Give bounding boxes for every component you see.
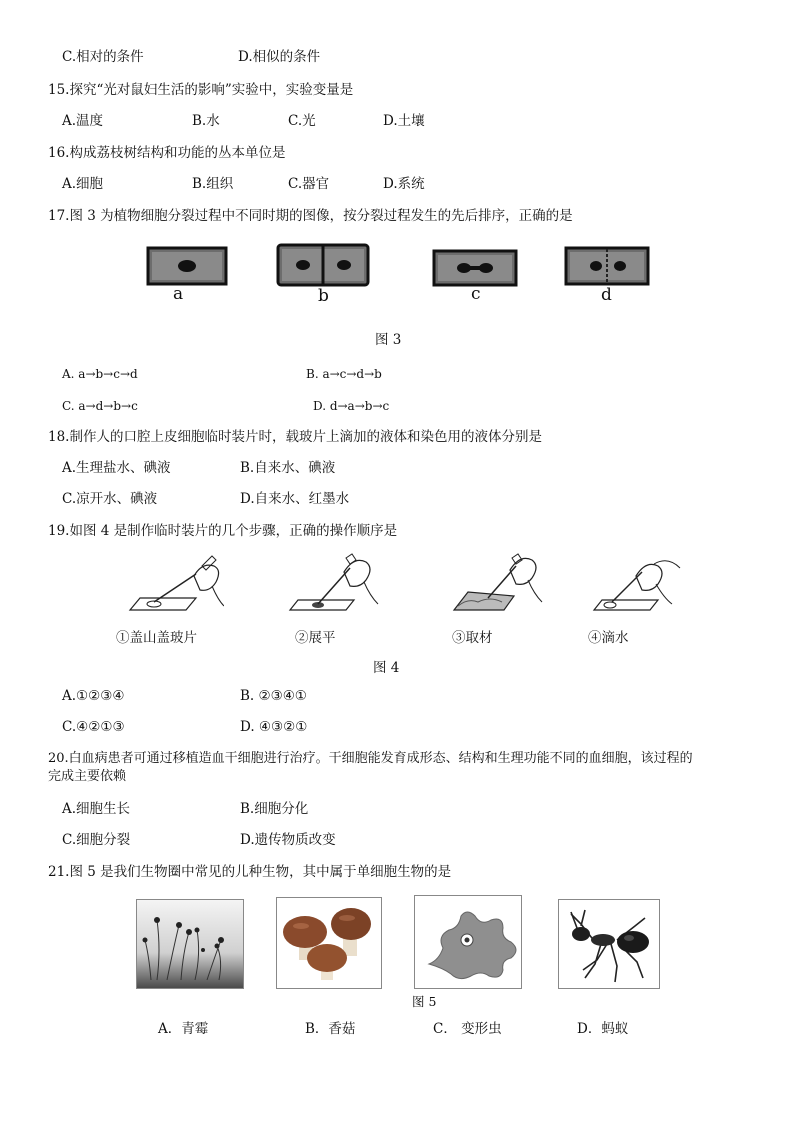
q18-option-c: C.凉开水、碘液 xyxy=(62,491,158,507)
q21-option-b: B．香菇 xyxy=(305,1021,356,1037)
q20-option-c: C.细胞分裂 xyxy=(62,832,131,848)
q14-option-c: C.相对的条件 xyxy=(62,49,144,65)
amoeba-photo xyxy=(414,895,522,989)
q16-option-d: D.系统 xyxy=(383,176,425,192)
mushroom-photo xyxy=(276,897,382,989)
q19-option-a: A.①②③④ xyxy=(62,688,125,704)
step-label-2: ②展平 xyxy=(295,630,336,646)
q19-option-d: D. ④③②① xyxy=(240,719,308,735)
q16-option-a: A.细胞 xyxy=(62,176,104,192)
q18-stem: 18.制作人的口腔上皮细胞临时装片时，载玻片上滴加的液体和染色用的液体分别是 xyxy=(48,429,542,445)
cell-label-d: d xyxy=(601,285,612,305)
figure-5-caption: 图 5 xyxy=(412,994,437,1009)
step-label-1: ①盖山盖玻片 xyxy=(116,630,197,646)
q21-option-d: D．蚂蚁 xyxy=(577,1021,629,1037)
q16-option-b: B.组织 xyxy=(192,176,234,192)
q15-option-b: B.水 xyxy=(192,113,220,129)
q21-option-a: A．青霉 xyxy=(158,1021,209,1037)
figure-4-caption: 图 4 xyxy=(373,660,400,676)
q19-option-b: B. ②③④① xyxy=(240,688,307,704)
cell-diagram-b xyxy=(276,242,370,288)
cell-diagram-c xyxy=(432,248,518,288)
q16-stem: 16.构成荔枝树结构和功能的丛本单位是 xyxy=(48,145,286,161)
q20-option-a: A.细胞生长 xyxy=(62,801,131,817)
q20-stem-line1: 20.白血病患者可通过移植造血干细胞进行治疗。干细胞能发育成形态、结构和生理功能不同的血细胞，该过程的 xyxy=(48,751,693,766)
q19-stem: 19.如图 4 是制作临时装片的几个步骤，正确的操作顺序是 xyxy=(48,523,398,539)
step-label-3: ③取材 xyxy=(452,630,493,646)
penicillium-photo xyxy=(136,899,244,989)
q21-option-c: C． 变形虫 xyxy=(433,1021,502,1037)
cell-diagram-d xyxy=(564,245,650,287)
q18-option-d: D.自来水、红墨水 xyxy=(240,491,350,507)
figure-3-caption: 图 3 xyxy=(375,332,402,348)
q15-option-a: A.温度 xyxy=(62,113,104,129)
q15-option-d: D.土壤 xyxy=(383,113,425,129)
step-cover-slip-illustration xyxy=(124,552,224,616)
q15-stem: 15.探究“光对鼠妇生活的影响”实验中，实验变量是 xyxy=(48,82,354,98)
q17-option-b: B. a→c→d→b xyxy=(306,367,382,381)
q18-option-b: B.自来水、碘液 xyxy=(240,460,336,476)
q21-stem: 21.图 5 是我们生物圈中常见的儿种生物，其中属于单细胞生物的是 xyxy=(48,864,452,880)
step-add-water-illustration xyxy=(590,552,690,616)
q20-stem-line2: 完成主要依赖 xyxy=(48,769,127,784)
q17-option-c: C. a→d→b→c xyxy=(62,399,138,413)
cell-label-c: c xyxy=(471,284,481,304)
q17-stem: 17.图 3 为植物细胞分裂过程中不同时期的图像，按分裂过程发生的先后排序，正确的是 xyxy=(48,208,573,224)
q20-option-b: B.细胞分化 xyxy=(240,801,309,817)
ant-photo xyxy=(558,899,660,989)
cell-diagram-a xyxy=(146,245,228,287)
q15-option-c: C.光 xyxy=(288,113,316,129)
step-label-4: ④滴水 xyxy=(588,630,629,646)
q20-option-d: D.遗传物质改变 xyxy=(240,832,336,848)
cell-label-b: b xyxy=(318,286,329,306)
q17-option-a: A. a→b→c→d xyxy=(62,367,138,381)
q19-option-c: C.④②①③ xyxy=(62,719,125,735)
q18-option-a: A.生理盐水、碘液 xyxy=(62,460,171,476)
q17-option-d: D. d→a→b→c xyxy=(313,399,390,413)
q14-option-d: D.相似的条件 xyxy=(238,49,321,65)
step-take-sample-illustration xyxy=(446,552,546,616)
step-spread-illustration xyxy=(284,552,384,616)
cell-label-a: a xyxy=(173,284,184,304)
q16-option-c: C.器官 xyxy=(288,176,330,192)
